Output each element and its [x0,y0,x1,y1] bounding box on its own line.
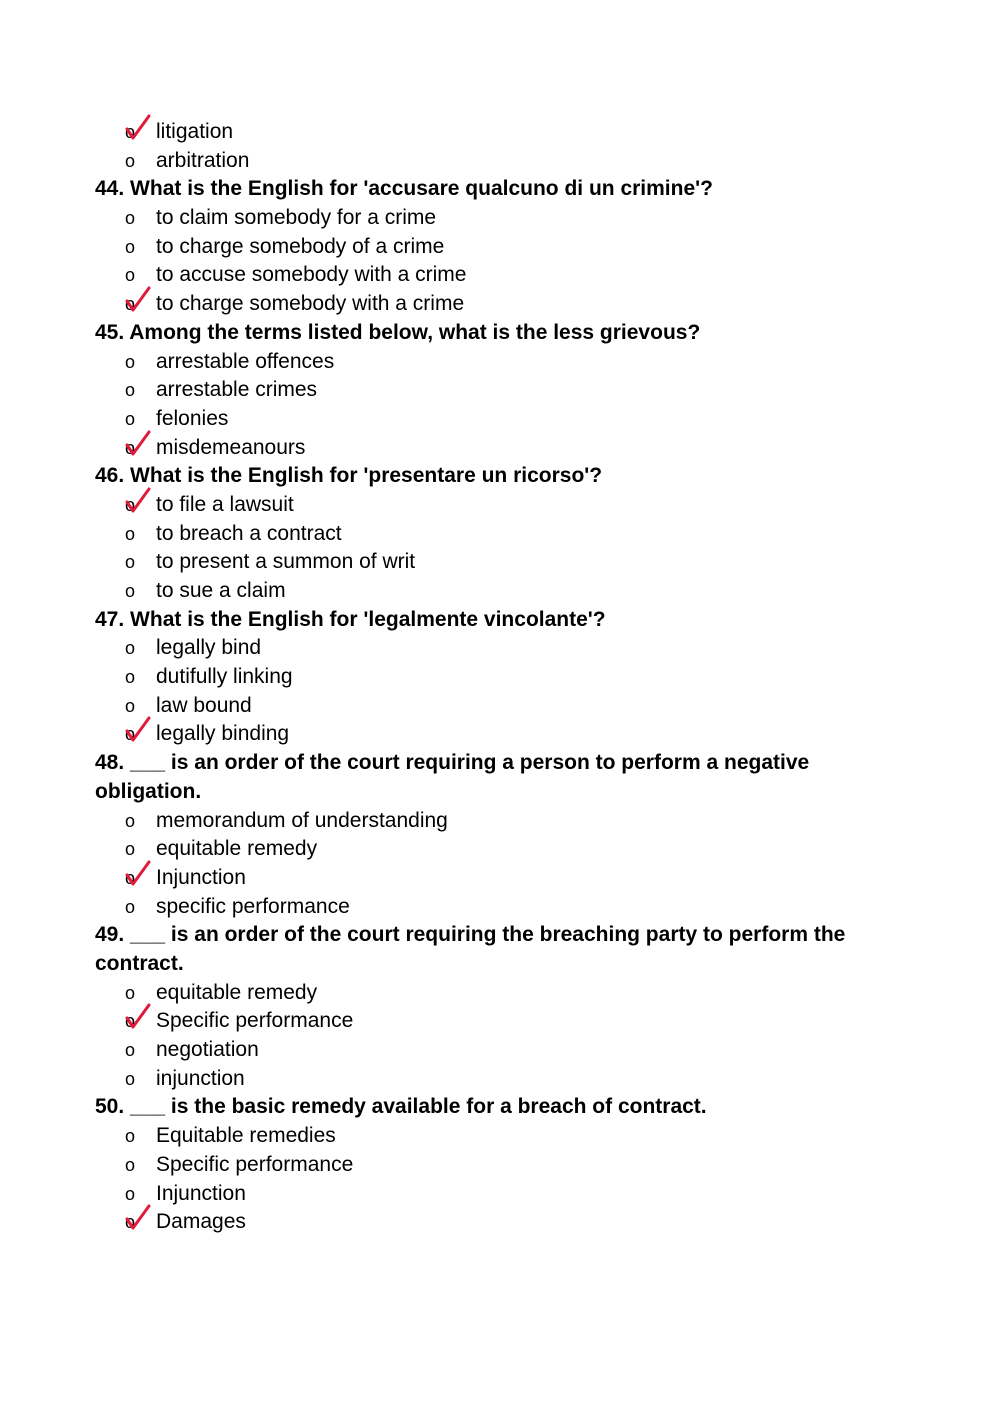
question-heading [95,606,915,635]
question-number: 50. [95,1095,125,1119]
answer-option-label: Damages [156,1210,246,1234]
question-heading [95,749,915,806]
radio-circle-icon[interactable]: o [125,150,136,171]
answer-option[interactable] [95,376,915,405]
answer-option-label: arrestable offences [156,349,335,373]
answer-option[interactable] [95,348,915,377]
answer-option[interactable] [95,577,915,606]
answer-option[interactable] [95,1180,915,1209]
answer-option-label: specific performance [156,894,350,918]
answer-option[interactable] [95,1122,915,1151]
radio-circle-icon[interactable]: o [125,810,136,831]
answer-option-label: Injunction [156,865,246,889]
question-text: What is the English for 'presentare un ricorso'? [130,464,603,488]
radio-circle-icon[interactable]: o [125,1011,136,1032]
answer-option[interactable] [95,520,915,549]
checkmark-icon [125,1204,151,1232]
answer-option[interactable] [95,663,915,692]
radio-circle-icon[interactable]: o [125,523,136,544]
radio-circle-icon[interactable]: o [125,982,136,1003]
answer-option[interactable] [95,1036,915,1065]
answer-option-label: dutifully linking [156,665,293,689]
quiz-page [95,118,915,1237]
answer-option[interactable] [95,261,915,290]
question-heading [95,462,915,491]
answer-option-label: legally binding [156,722,290,746]
radio-circle-icon[interactable]: o [125,1126,136,1147]
radio-circle-icon[interactable]: o [125,408,136,429]
question-number: 48. [95,751,125,775]
question-text: ___ is an order of the court requiring a person to perform a negative obligation. [95,751,810,803]
answer-option[interactable] [95,491,915,520]
question-number: 45. [95,320,125,344]
question-text: Among the terms listed below, what is the less grievous? [129,320,701,344]
answer-option-label: to claim somebody for a crime [156,206,437,230]
question-number: 49. [95,923,125,947]
answer-option-label: negotiation [156,1038,259,1062]
answer-option-label: arbitration [156,148,250,172]
answer-option-label: Injunction [156,1181,246,1205]
answer-option[interactable] [95,720,915,749]
radio-circle-icon[interactable]: o [125,867,136,888]
question-number: 46. [95,464,125,488]
answer-option[interactable] [95,1208,915,1237]
answer-option-label: to sue a claim [156,579,286,602]
question-heading [95,1093,915,1122]
radio-circle-icon[interactable]: o [125,1183,136,1204]
answer-option-label: to charge somebody of a crime [156,234,445,258]
answer-option[interactable] [95,807,915,836]
checkmark-icon [125,487,151,515]
answer-option-label: equitable remedy [156,837,318,861]
checkmark-icon [125,114,151,142]
question-text: ___ is the basic remedy available for a breach of contract. [130,1095,707,1119]
radio-circle-icon[interactable]: o [125,581,136,601]
answer-option-label: to accuse somebody with a crime [156,263,467,287]
answer-option-label: legally bind [156,636,262,660]
answer-option-label: to charge somebody with a crime [156,292,465,316]
radio-circle-icon[interactable]: o [125,1212,136,1233]
answer-option-label: arrestable crimes [156,378,318,402]
question-heading [95,921,915,978]
radio-circle-icon[interactable]: o [125,1068,136,1089]
question-number: 47. [95,607,125,631]
answer-option[interactable] [95,835,915,864]
answer-option[interactable] [95,1065,915,1094]
radio-circle-icon[interactable]: o [125,494,136,515]
answer-option[interactable] [95,147,915,176]
answer-option[interactable] [95,118,915,147]
radio-circle-icon[interactable]: o [125,437,136,458]
answer-option[interactable] [95,979,915,1008]
radio-circle-icon[interactable]: o [125,839,136,860]
question-heading [95,319,915,348]
question-heading [95,175,915,204]
answer-option-label: equitable remedy [156,980,318,1004]
answer-option-label: injunction [156,1066,245,1090]
answer-option[interactable] [95,634,915,663]
question-text: What is the English for 'legalmente vincolante'? [130,607,606,631]
answer-option[interactable] [95,1007,915,1036]
checkmark-icon [125,1003,151,1031]
answer-option-label: felonies [156,406,229,430]
answer-option[interactable] [95,864,915,893]
radio-circle-icon[interactable]: o [125,380,136,401]
radio-circle-icon[interactable]: o [125,208,136,229]
radio-circle-icon[interactable]: o [125,552,136,573]
radio-circle-icon[interactable]: o [125,724,136,745]
checkmark-icon [125,716,151,744]
radio-circle-icon[interactable]: o [125,638,136,659]
answer-option-label: to present a summon of writ [156,550,416,574]
checkmark-icon [125,286,151,314]
answer-option[interactable] [95,204,915,233]
answer-option[interactable] [95,290,915,319]
answer-option-label: litigation [156,120,234,143]
answer-option[interactable] [95,893,915,922]
answer-option[interactable] [95,1151,915,1180]
answer-option-label: misdemeanours [156,435,306,459]
radio-circle-icon[interactable]: o [125,1154,136,1175]
question-text: What is the English for 'accusare qualcuno di un crimine'? [130,177,713,201]
question-text: ___ is an order of the court requiring the breaching party to perform the contract. [95,923,846,975]
answer-option[interactable] [95,233,915,262]
answer-option[interactable] [95,434,915,463]
answer-option-label: law bound [156,693,252,717]
radio-circle-icon[interactable]: o [125,236,136,257]
radio-circle-icon[interactable]: o [125,122,136,142]
checkmark-icon [125,430,151,458]
radio-circle-icon[interactable]: o [125,695,136,716]
answer-option-label: Equitable remedies [156,1124,336,1148]
answer-option-label: Specific performance [156,1152,354,1176]
answer-option-label: to breach a contract [156,521,342,545]
checkmark-icon [125,860,151,888]
radio-circle-icon[interactable]: o [125,1040,136,1061]
radio-circle-icon[interactable]: o [125,294,136,315]
answer-option-label: to file a lawsuit [156,492,294,516]
radio-circle-icon[interactable]: o [125,667,136,688]
question-number: 44. [95,177,125,201]
radio-circle-icon[interactable]: o [125,351,136,372]
answer-option-label: Specific performance [156,1009,354,1033]
answer-option-label: memorandum of understanding [156,808,448,832]
radio-circle-icon[interactable]: o [125,896,136,917]
radio-circle-icon[interactable]: o [125,265,136,286]
answer-option[interactable] [95,548,915,577]
answer-option[interactable] [95,405,915,434]
answer-option[interactable] [95,692,915,721]
